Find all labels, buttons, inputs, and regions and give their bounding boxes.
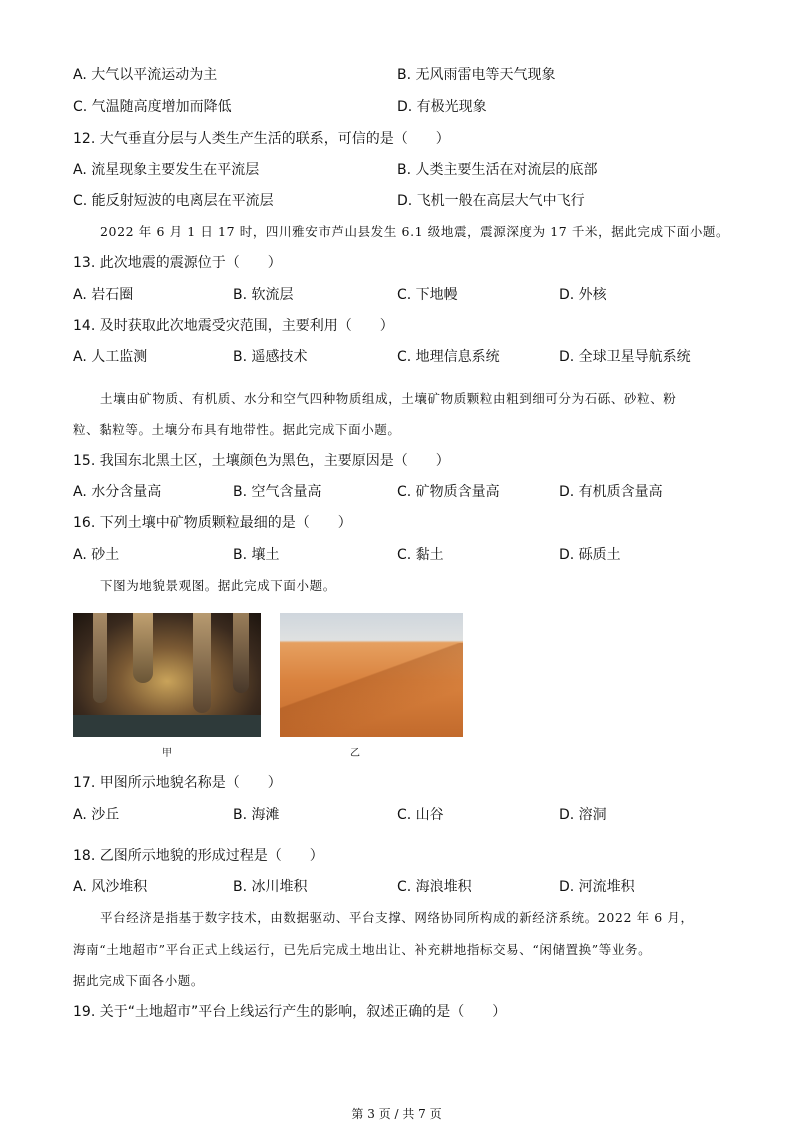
q17-stem: 17. 甲图所示地貌名称是（ ）: [73, 775, 282, 791]
q16-option-b: B. 壤土: [233, 547, 280, 563]
page-footer: 第 3 页 / 共 7 页: [351, 1107, 442, 1121]
cave-image: [73, 613, 261, 737]
q17-option-b: B. 海滩: [233, 807, 280, 823]
q17-option-c: C. 山谷: [397, 807, 444, 823]
sand-dune-image: [280, 613, 463, 737]
passage-platform-line3: 据此完成下面各小题。: [73, 973, 205, 988]
q18-stem: 18. 乙图所示地貌的形成过程是（ ）: [73, 848, 324, 864]
q14-option-b: B. 遥感技术: [233, 349, 308, 365]
q15-option-d: D. 有机质含量高: [559, 484, 663, 500]
figure-label-yi: 乙: [350, 748, 360, 759]
q12-option-d: D. 飞机一般在高层大气中飞行: [397, 193, 585, 209]
q14-option-a: A. 人工监测: [73, 349, 148, 365]
passage-soil-line2: 粒、黏粒等。土壤分布具有地带性。据此完成下面小题。: [73, 422, 401, 437]
q13-option-b: B. 软流层: [233, 287, 294, 303]
q12-option-b: B. 人类主要生活在对流层的底部: [397, 162, 598, 178]
q16-option-a: A. 砂土: [73, 547, 120, 563]
q11-option-b: B. 无风雨雷电等天气现象: [397, 67, 556, 83]
passage-platform-line1: 平台经济是指基于数字技术，由数据驱动、平台支撑、网络协同所构成的新经济系统。2022 年 6 月，: [100, 910, 694, 925]
q11-option-a: A. 大气以平流运动为主: [73, 67, 218, 83]
q13-stem: 13. 此次地震的震源位于（ ）: [73, 255, 282, 271]
q13-option-c: C. 下地幔: [397, 287, 458, 303]
q14-stem: 14. 及时获取此次地震受灾范围，主要利用（ ）: [73, 318, 394, 334]
q12-option-a: A. 流星现象主要发生在平流层: [73, 162, 260, 178]
q16-option-d: D. 砾质土: [559, 547, 621, 563]
q19-stem: 19. 关于“土地超市”平台上线运行产生的影响，叙述正确的是（ ）: [73, 1004, 507, 1020]
q17-option-a: A. 沙丘: [73, 807, 120, 823]
q13-option-a: A. 岩石圈: [73, 287, 134, 303]
q14-option-c: C. 地理信息系统: [397, 349, 500, 365]
q18-option-b: B. 冰川堆积: [233, 879, 308, 895]
q13-option-d: D. 外核: [559, 287, 607, 303]
q12-stem: 12. 大气垂直分层与人类生产生活的联系，可信的是（ ）: [73, 131, 450, 147]
passage-platform-line2: 海南“土地超市”平台正式上线运行，已先后完成土地出让、补充耕地指标交易、“闲储置换”等业务。: [73, 942, 652, 957]
q16-option-c: C. 黏土: [397, 547, 444, 563]
q15-option-b: B. 空气含量高: [233, 484, 322, 500]
q16-stem: 16. 下列土壤中矿物质颗粒最细的是（ ）: [73, 515, 352, 531]
q18-option-a: A. 风沙堆积: [73, 879, 148, 895]
passage-landform: 下图为地貌景观图。据此完成下面小题。: [100, 578, 336, 593]
q11-option-c: C. 气温随高度增加而降低: [73, 99, 232, 115]
figure-label-jia: 甲: [162, 748, 172, 759]
q18-option-d: D. 河流堆积: [559, 879, 635, 895]
passage-soil-line1: 土壤由矿物质、有机质、水分和空气四种物质组成，土壤矿物质颗粒由粗到细可分为石砾、砂粒、粉: [100, 391, 677, 406]
q17-option-d: D. 溶洞: [559, 807, 607, 823]
q11-option-d: D. 有极光现象: [397, 99, 487, 115]
q15-stem: 15. 我国东北黑土区，土壤颜色为黑色，主要原因是（ ）: [73, 453, 450, 469]
q14-option-d: D. 全球卫星导航系统: [559, 349, 691, 365]
passage-earthquake: 2022 年 6 月 1 日 17 时，四川雅安市芦山县发生 6.1 级地震，震源深度为 17 千米，据此完成下面小题。: [100, 224, 730, 239]
q18-option-c: C. 海浪堆积: [397, 879, 472, 895]
q15-option-a: A. 水分含量高: [73, 484, 162, 500]
q12-option-c: C. 能反射短波的电离层在平流层: [73, 193, 274, 209]
q15-option-c: C. 矿物质含量高: [397, 484, 500, 500]
